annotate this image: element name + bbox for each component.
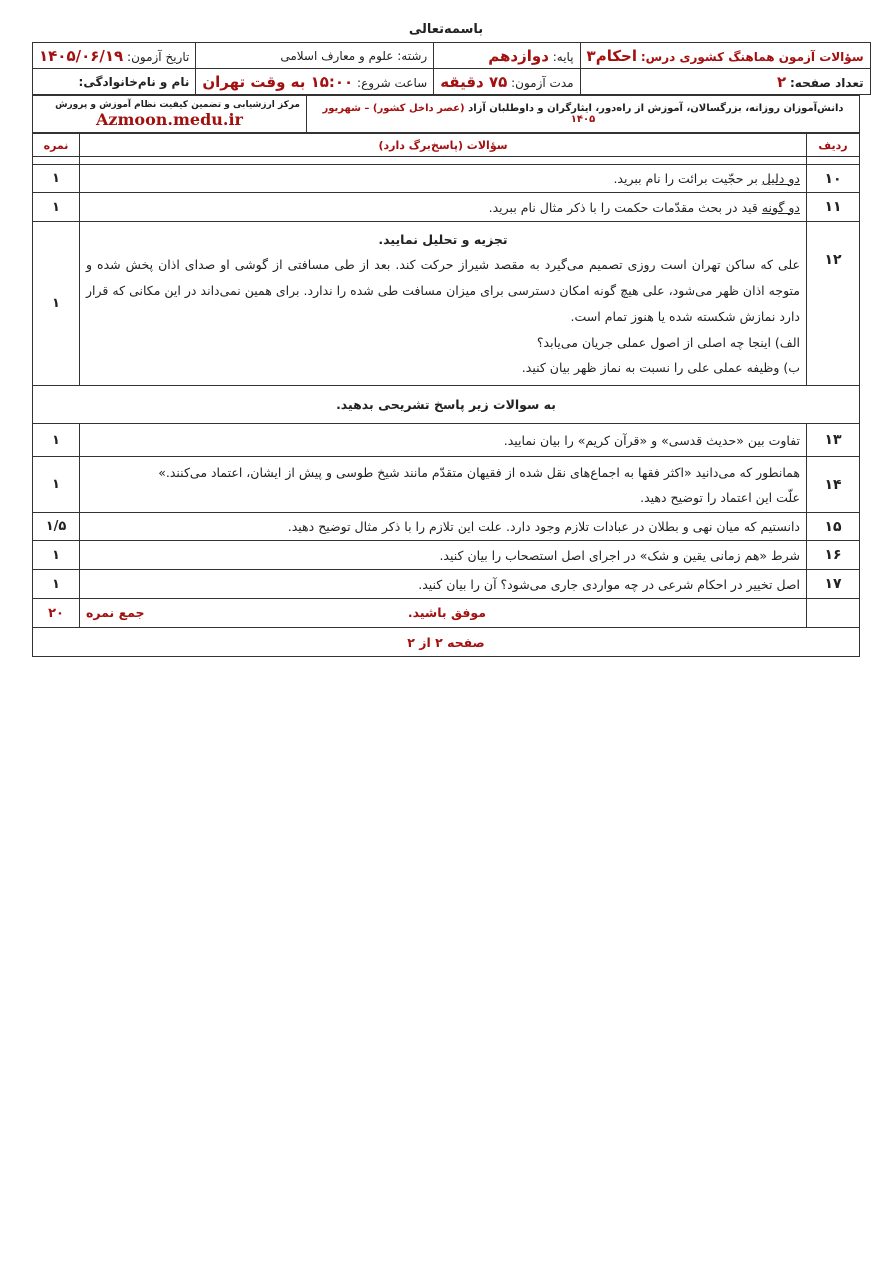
question-line-1: همانطور که می‌دانید «اکثر فقها به اجماع‌های نقل شده از فقیهان متقدّم مانند شیخ طوسی و پیش از ایشان، اعتماد می‌کنند.» bbox=[158, 464, 800, 480]
total-empty-cell bbox=[807, 599, 860, 628]
section-title: به سوالات زیر پاسخ تشریحی بدهید. bbox=[33, 386, 860, 424]
students-prefix: دانش‌آموزان روزانه، بزرگسالان، آموزش از راه‌دور، ایثارگران و داوطلبان آزاد bbox=[468, 103, 844, 114]
exam-header bbox=[32, 42, 871, 95]
question-keyword: دو دلیل bbox=[761, 171, 800, 186]
question-number: ۱۱ bbox=[807, 193, 860, 222]
total-row bbox=[33, 599, 860, 628]
start-label: ساعت شروع: bbox=[357, 75, 428, 90]
section-row bbox=[33, 386, 860, 424]
name-cell bbox=[33, 69, 196, 95]
page-number: صفحه ۲ از ۲ bbox=[33, 628, 860, 657]
question-number: ۱۳ bbox=[807, 424, 860, 457]
name-label: نام و نام‌خانوادگی: bbox=[78, 74, 190, 89]
start-value: ۱۵:۰۰ به وقت تهران bbox=[202, 72, 354, 91]
question-row bbox=[33, 570, 860, 599]
question-number: ۱۶ bbox=[807, 541, 860, 570]
date-cell bbox=[33, 43, 196, 69]
question-score: ۱ bbox=[33, 222, 80, 386]
field-cell bbox=[196, 43, 434, 69]
spacer-row bbox=[33, 157, 860, 165]
center-cell bbox=[33, 96, 307, 133]
question-score: ۱ bbox=[33, 165, 80, 193]
question-number: ۱۰ bbox=[807, 165, 860, 193]
question-number: ۱۴ bbox=[807, 457, 860, 513]
good-luck-text: موفق باشید. bbox=[407, 605, 486, 620]
grade-value: دوازدهم bbox=[488, 46, 549, 65]
question-part-b: ب) وظیفه عملی علی را نسبت به نماز ظهر بیان کنید. bbox=[521, 360, 800, 375]
students-cell bbox=[307, 96, 860, 133]
total-label: جمع نمره bbox=[86, 605, 145, 620]
date-label: تاریخ آزمون: bbox=[127, 49, 190, 64]
pages-value: ۲ bbox=[777, 72, 787, 91]
question-row bbox=[33, 193, 860, 222]
question-rest: قید در بحث مقدّمات حکمت را با ذکر مثال نام ببرید. bbox=[488, 199, 762, 215]
question-score: ۱/۵ bbox=[33, 513, 80, 541]
exam-title: سؤالات آزمون هماهنگ کشوری درس: bbox=[640, 49, 864, 64]
col-questions-header: سؤالات (پاسخ‌برگ دارد) bbox=[80, 134, 807, 157]
grade-cell bbox=[434, 43, 580, 69]
question-body: علی که ساکن تهران است روزی تصمیم می‌گیرد به مقصد شیراز حرکت کند. بعد از طی مسافتی از گوشی او صدای اذان پخش شده و متوجه اذان ظهر می‌شود، علی هیچ گونه امکان دسترسی برای میزان مسافت طی شده را ندارد. برای همین نمی‌داند در این مکانی که قرار دارد نمازش شکسته شده یا هنوز تمام است. bbox=[86, 257, 800, 324]
question-row bbox=[33, 424, 860, 457]
question-text: اصل تخییر در احکام شرعی در چه مواردی جاری می‌شود؟ آن را بیان کنید. bbox=[80, 570, 807, 599]
field-value: علوم و معارف اسلامی bbox=[280, 48, 394, 63]
session-info: (عصر داخل کشور) – شهریور ۱۴۰۵ bbox=[322, 103, 596, 125]
question-number: ۱۷ bbox=[807, 570, 860, 599]
question-text: دانستیم که میان نهی و بطلان در عبادات تلازم وجود دارد. علت این تلازم را با ذکر مثال توضیح دهید. bbox=[80, 513, 807, 541]
pages-cell bbox=[580, 69, 870, 95]
question-score: ۱ bbox=[33, 457, 80, 513]
question-part-a: الف) اینجا چه اصلی از اصول عملی جریان می‌یابد؟ bbox=[536, 335, 800, 350]
question-heading: تجزیه و تحلیل نمایید. bbox=[378, 232, 508, 247]
site-url: Azmoon.medu.ir bbox=[96, 109, 243, 129]
date-value: ۱۴۰۵/۰۶/۱۹ bbox=[39, 46, 124, 65]
questions-table bbox=[32, 133, 860, 657]
question-rest: بر حجّیت برائت را نام ببرید. bbox=[613, 171, 762, 186]
question-text bbox=[80, 165, 807, 193]
duration-cell bbox=[434, 69, 580, 95]
org-info bbox=[32, 95, 860, 133]
center-name: مرکز ارزشیابی و تضمین کیفیت نظام آموزش و پرورش bbox=[55, 99, 300, 110]
exam-title-cell bbox=[580, 43, 870, 69]
question-score: ۱ bbox=[33, 193, 80, 222]
duration-value: ۷۵ دقیقه bbox=[440, 72, 508, 91]
question-number: ۱۵ bbox=[807, 513, 860, 541]
question-row bbox=[33, 541, 860, 570]
page-row bbox=[33, 628, 860, 657]
grade-label: پایه: bbox=[552, 49, 574, 64]
total-text-cell bbox=[80, 599, 807, 628]
question-row bbox=[33, 513, 860, 541]
question-row bbox=[33, 457, 860, 513]
col-score-header: نمره bbox=[33, 134, 80, 157]
field-label: رشته: bbox=[397, 48, 428, 63]
question-text: شرط «هم زمانی یقین و شک» در اجرای اصل استصحاب را بیان کنید. bbox=[80, 541, 807, 570]
question-text bbox=[80, 457, 807, 513]
question-line-2: علّت این اعتماد را توضیح دهید. bbox=[640, 489, 800, 505]
page-top-title: باسمه‌تعالی bbox=[408, 22, 484, 37]
question-number: ۱۲ bbox=[807, 222, 860, 386]
total-value: ۲۰ bbox=[33, 599, 80, 628]
question-score: ۱ bbox=[33, 424, 80, 457]
question-row bbox=[33, 222, 860, 386]
question-score: ۱ bbox=[33, 570, 80, 599]
table-header-row bbox=[33, 134, 860, 157]
duration-label: مدت آزمون: bbox=[511, 75, 574, 90]
question-text: تفاوت بین «حدیث قدسی» و «قرآن کریم» را بیان نمایید. bbox=[80, 424, 807, 457]
col-row-header: ردیف bbox=[807, 134, 860, 157]
start-cell bbox=[196, 69, 434, 95]
question-keyword: دو گونه bbox=[761, 199, 800, 215]
question-text bbox=[80, 222, 807, 386]
question-text bbox=[80, 193, 807, 222]
question-score: ۱ bbox=[33, 541, 80, 570]
question-row bbox=[33, 165, 860, 193]
pages-label: تعداد صفحه: bbox=[790, 75, 864, 90]
course-name: احکام۳ bbox=[586, 46, 638, 65]
